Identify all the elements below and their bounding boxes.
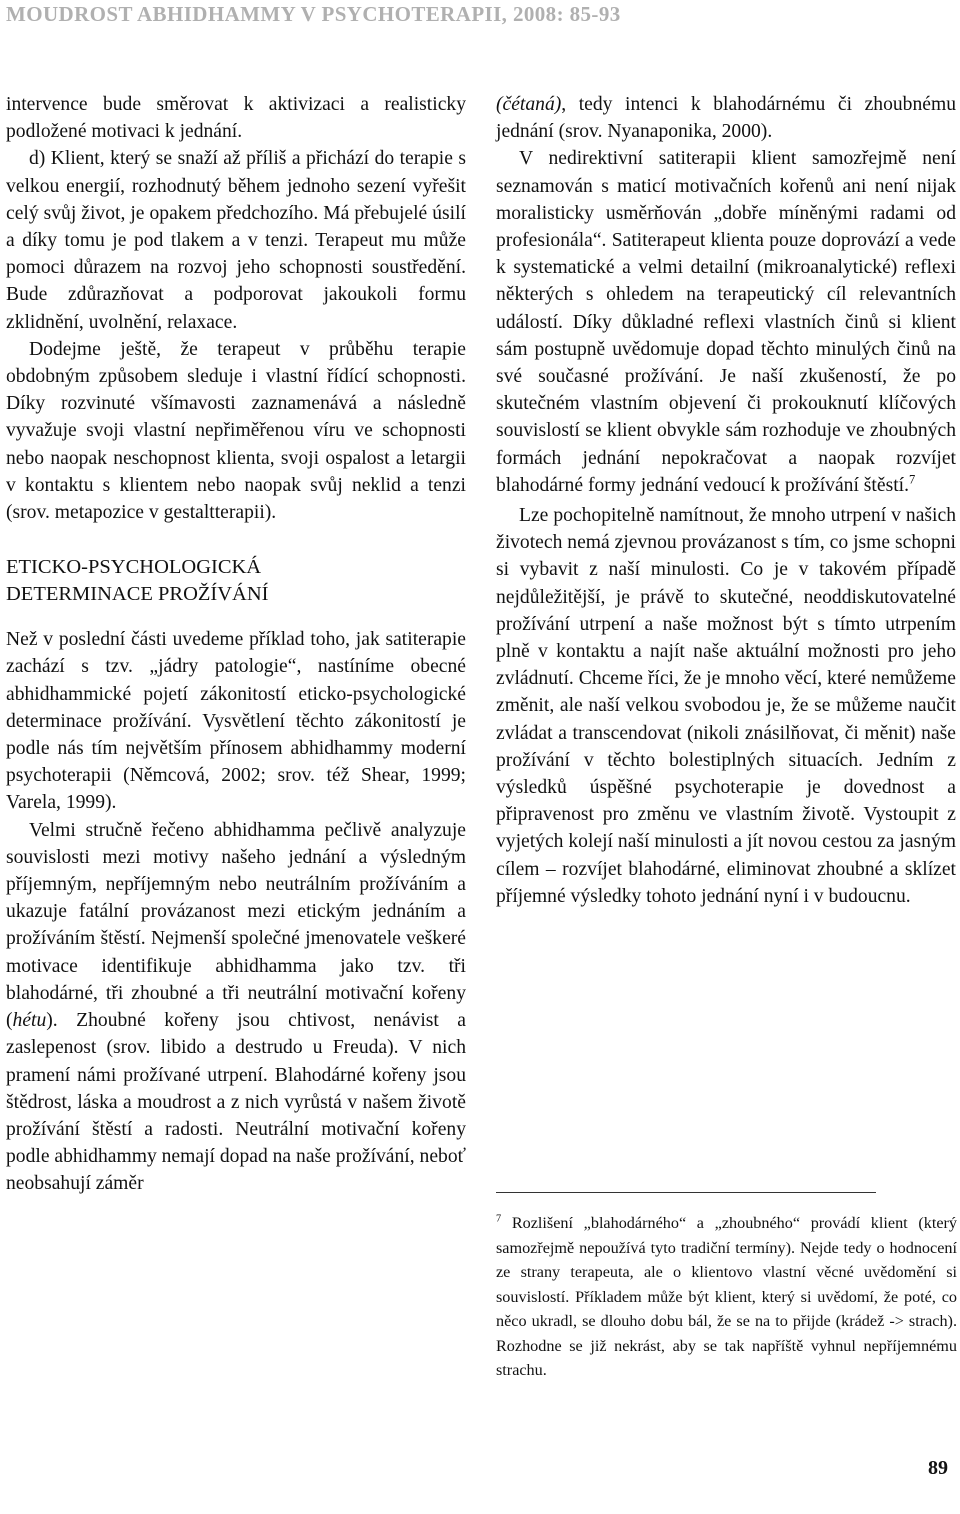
paragraph: intervence bude směrovat k aktivizaci a realisticky podložené motivaci k jednání. — [6, 94, 466, 143]
footnote-text — [496, 1211, 957, 1383]
section-heading-line: ETICKO-PSYCHOLOGICKÁ — [6, 556, 262, 579]
paragraph — [496, 91, 956, 145]
italic-term: hétu — [12, 1010, 47, 1032]
italic-term: (čétaná) — [496, 94, 562, 115]
footnote-number: 7 — [496, 1213, 502, 1225]
running-header: MOUDROST ABHIDHAMMY V PSYCHOTERAPII, 2008: 85-93 — [6, 2, 621, 26]
paragraph — [496, 145, 956, 499]
paragraph: Než v poslední části uvedeme příklad toho, jak satiterapie zachází s tzv. „jádry patologie“, nastíníme obecné abhidhammické pojetí zákonitostí eticko-psychologické determinace prožívání. Vysvětlení těchto zákonitostí je podle nás tím největším přínosem abhidhammy moderní psychoterapii (Němcová, 2002; srov. též Shear, 1999; Varela, 1999). — [6, 629, 466, 814]
paragraph-text: Velmi stručně řečeno abhidhamma pečlivě analyzuje souvislosti mezi motivy našeho jednání a výsledným příjemným, nepříjemným nebo neutrálním prožíváním a ukazuje fatální provázanost mezi etickým jednáním a prožíváním štěstí. Nejmenší společné jmenovatele veškeré motivace identifikuje abhidhamma jako tzv. tři blahodárné, tři zhoubné a tři neutrální motivační kořeny ( — [6, 819, 466, 1032]
left-column — [6, 91, 466, 1198]
paragraph-text: , tedy intenci k blahodárnému či zhoubnému jednání (srov. Nyanaponika, 2000). — [496, 94, 956, 143]
paragraph: d) Klient, který se snaží až příliš a přichází do terapie s velkou energií, rozhodnutý během jednoho sezení vyřešit celý svůj život, je opakem předchozího. Má přebujelé úsilí a díky tomu je pod tlakem a v tenzi. Terapeut mu může pomoci důrazem na rozvoj jeho schopnosti soustředění. Bude zdůrazňovat a podporovat jakoukoli formu zklidnění, uvolnění, relaxace. — [6, 148, 466, 333]
right-column — [496, 91, 956, 910]
paragraph-text: ). Zhoubné kořeny jsou chtivost, nenávist a zaslepenost (srov. libido a destrudo u Freuda). V nich pramení námi prožívané utrpení. Blahodárné kořeny jsou štědrost, láska a moudrost a z nich vyrůstá v našem životě prožívání štěstí a radosti. Neutrální motivační kořeny podle abhidhammy nemají dopad na naše prožívání, neboť neobsahují záměr — [6, 1010, 466, 1195]
paragraph: Lze pochopitelně namítnout, že mnoho utrpení v našich životech nemá zjevnou provázanost s tím, co jsme schopni si vybavit z naší minulosti. Co je v takovém případě nejdůležitější, je právě to skutečné, neoddiskutovatelné prožívání utrpení a naše možnost být s tímto utrpením plně v kontaktu a najít naše aktuální možnosti pro jeho zvládnutí. Chceme říci, že je mnoho věcí, které nemůžeme změnit, ale naší velkou svobodou je, že se můžeme naučit zvládat a transcendovat (nikoli znásilňovat, či měnit) naše prožívání v těchto bolestiplných situacích. Jedním z výsledků úspěšné psychoterapie je dovednost a připravenost pro změnu ve vlastním životě. Vystoupit z vyjetých kolejí naší minulosti a jít novou cestou za jasným cílem – rozvíjet blahodárné, eliminovat zhoubné a sklízet příjemné výsledky tohoto jednání nyní i v budoucnu. — [496, 505, 956, 907]
paragraph: Dodejme ještě, že terapeut v průběhu terapie obdobným způsobem sleduje i vlastní řídící schopnosti. Díky rozvinuté všímavosti zaznamenává a následně vyvažuje svoji vlastní nepřiměřenou víru ve schopnosti nebo naopak neschopnost klienta, svoji ospalost a letargii v kontaktu s klientem nebo naopak svůj neklid a tenzi (srov. metapozice v gestaltterapii). — [6, 338, 466, 524]
section-heading-line: DETERMINACE PROŽÍVÁNÍ — [6, 583, 269, 606]
footnote-divider — [496, 1192, 876, 1193]
section-heading — [6, 554, 466, 608]
paragraph-text: V nedirektivní satiterapii klient samozřejmě není seznamován s maticí motivačních kořenů ani není nijak moralisticky usměrňován „dobře míněnými radami od profesionála“. Satiterapeut klienta pouze doprovází a vede k systematické a velmi detailní (mikroanalytické) reflexi některých s ohledem na terapeutický cíl relevantních událostí. Díky důkladné reflexi vlastních činů si klient sám postupně uvědomuje dopad těchto minulých činů na své současné prožívání. Je naší zkušeností, že po skutečném vlastním objevení či prokouknutí klíčových souvislostí se klient obvykle sám rozhoduje ve zhoubných formách jednání nepokračovat a naopak rozvíjet blahodárné formy jednání vedoucí k prožívání štěstí. — [496, 148, 956, 496]
paragraph — [6, 817, 466, 1198]
footnote-reference[interactable]: 7 — [908, 472, 916, 487]
footnote — [496, 1211, 957, 1383]
footnote-body: Rozlišení „blahodárného“ a „zhoubného“ provádí klient (který samozřejmě nepoužívá tyto tradiční termíny). Nejde tedy o hodnocení ze strany terapeuta, ale o klientovo vlastní věcné uvědomění si souvislostí. Příkladem může být klient, který si uvědomí, že poté, co něco ukradl, se dlouho dobu bál, že se na to přijde (krádež -> strach). Rozhodne se již nekrást, aby se tak napříště vyhnul nepříjemnému strachu. — [496, 1214, 957, 1379]
page-number: 89 — [928, 1457, 948, 1479]
